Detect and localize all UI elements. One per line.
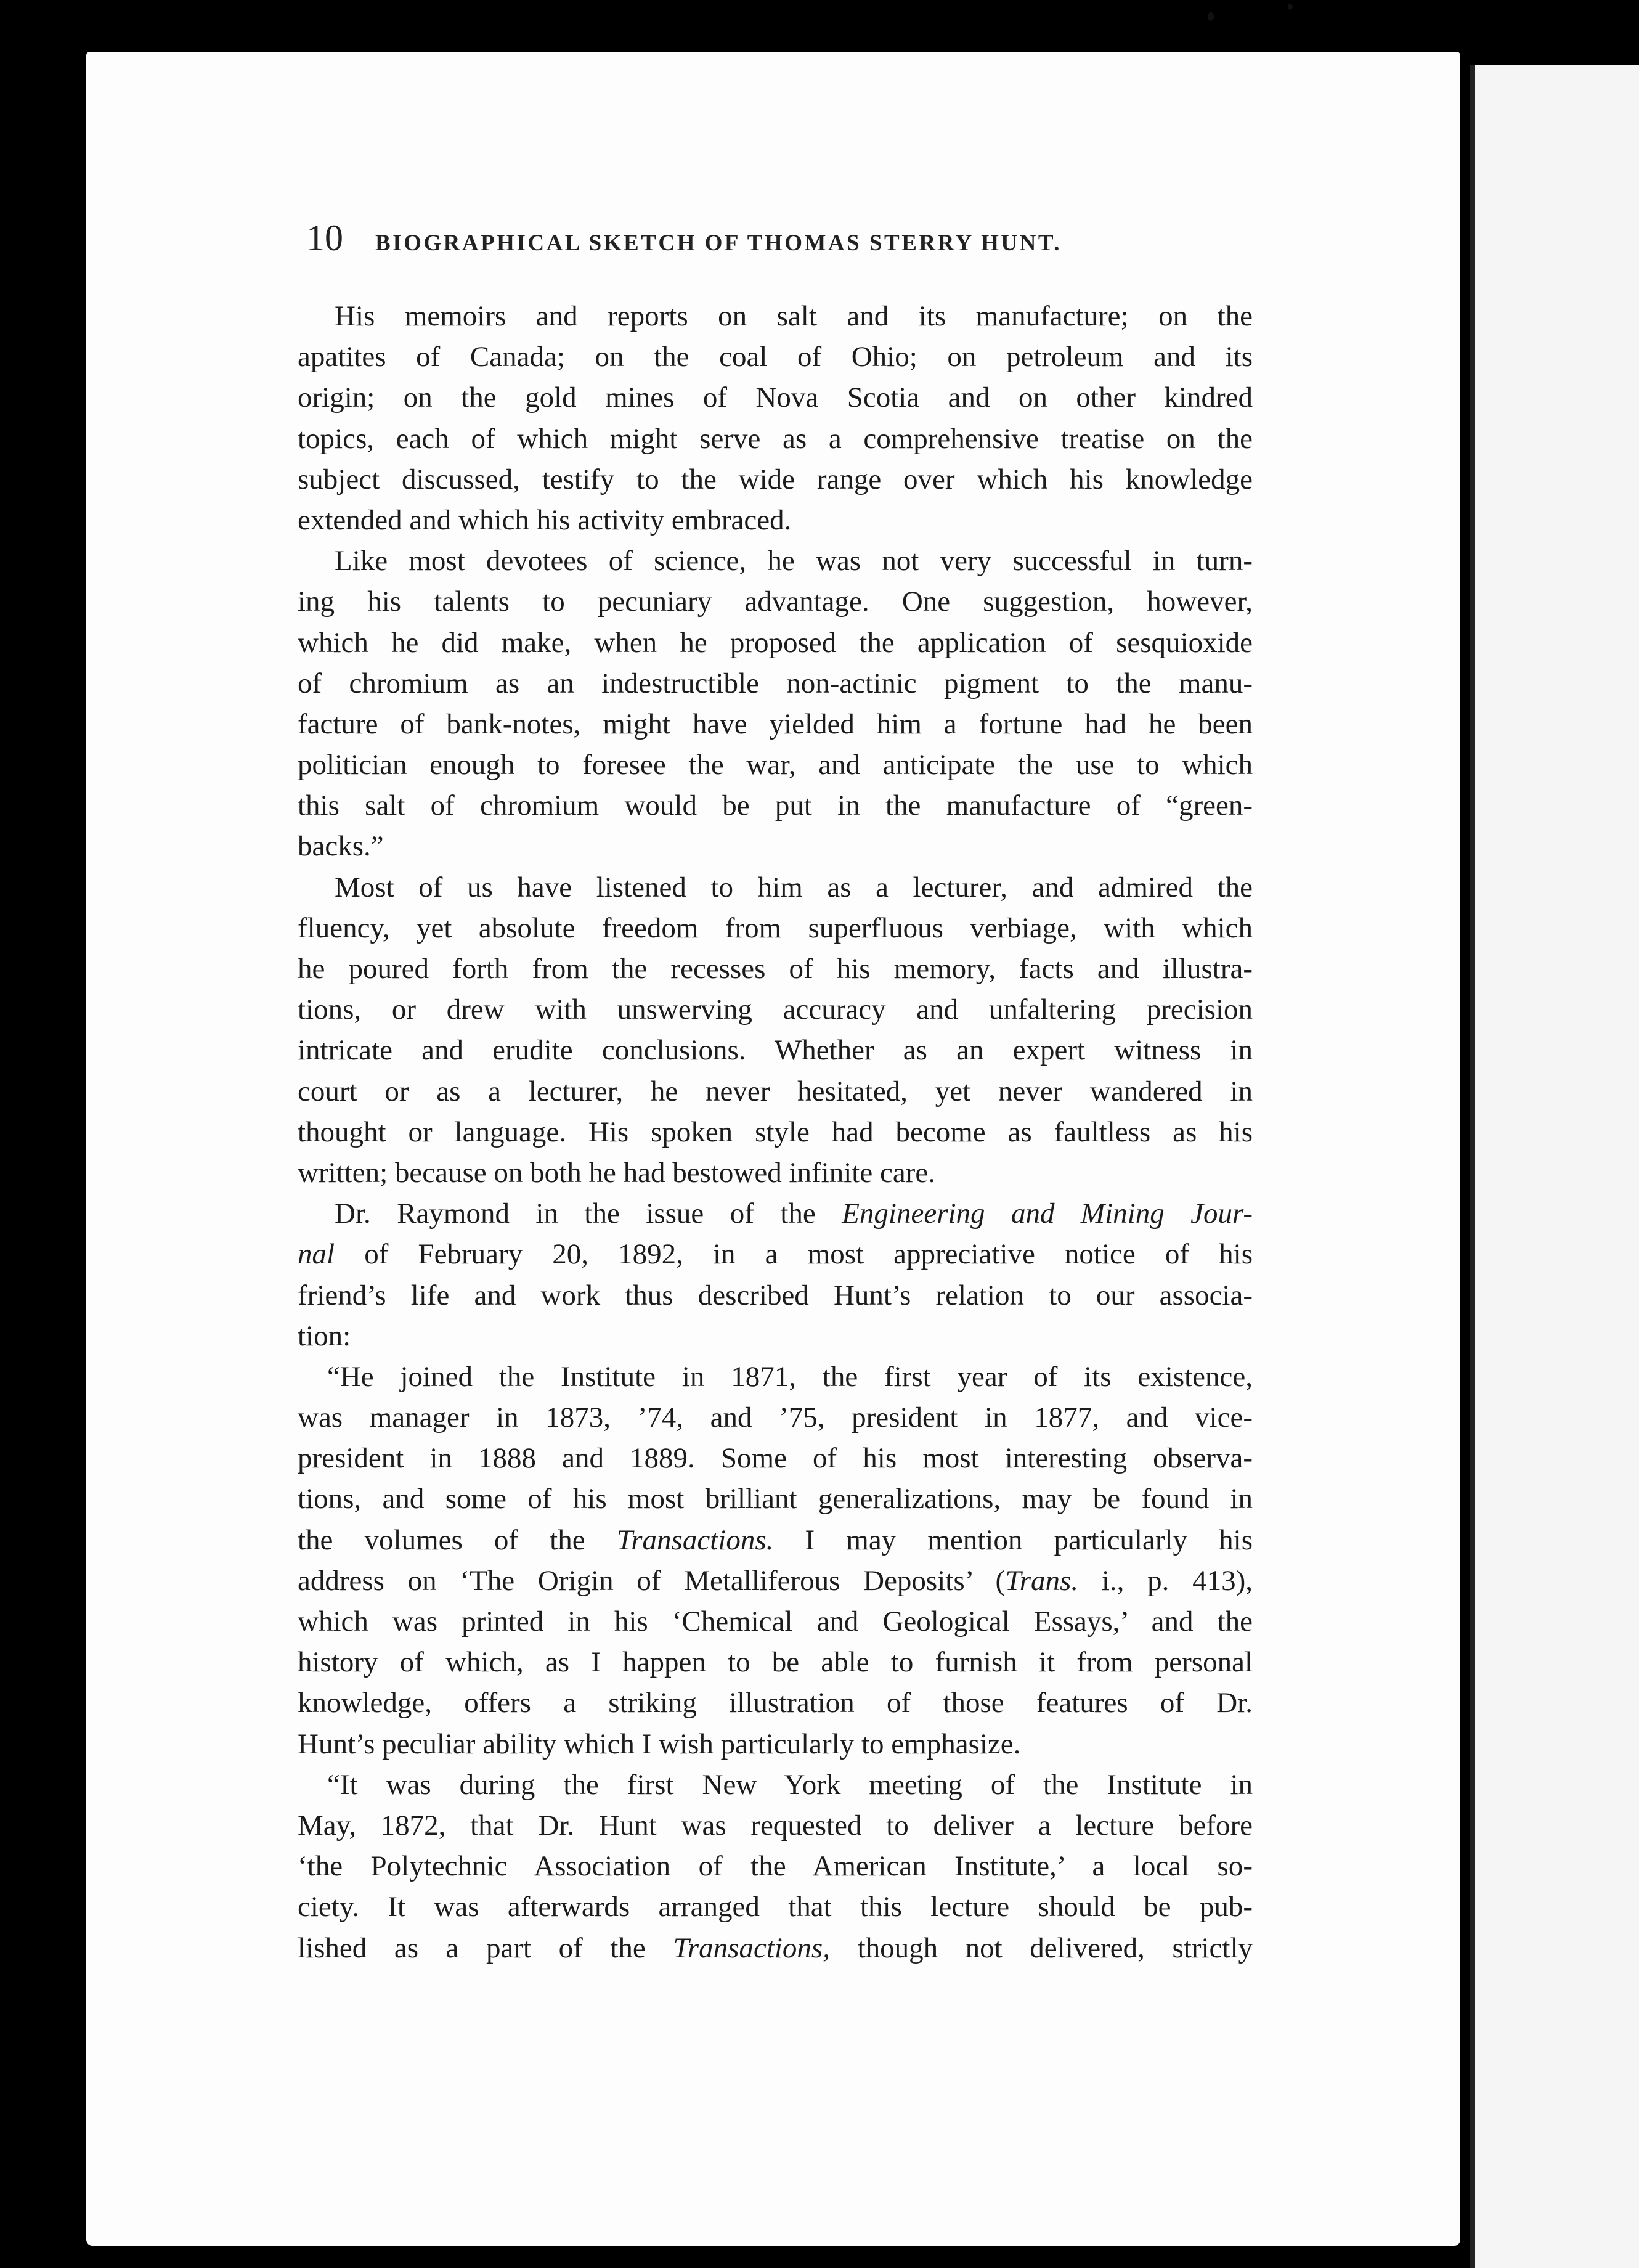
text-line: Like most devotees of science, he was not very successful in turn- (335, 545, 1253, 577)
transactions-title: Transactions, (673, 1931, 830, 1964)
journal-title: Engineering and Mining Jour- (842, 1197, 1253, 1230)
scan-speck (1288, 4, 1293, 10)
text-line: knowledge, offers a striking illustration of those features of Dr. (298, 1687, 1253, 1719)
paragraph (298, 296, 1253, 540)
text-line: president in 1888 and 1889. Some of his most interesting observa- (298, 1442, 1253, 1475)
text-line: facture of bank-notes, might have yielded him a fortune had he been (298, 708, 1253, 740)
text-line: tion: (298, 1320, 351, 1352)
text-line: Hunt’s peculiar ability which I wish particularly to emphasize. (298, 1728, 1021, 1760)
paragraph (298, 867, 1253, 1194)
text-line: politician enough to foresee the war, and anticipate the use to which (298, 749, 1253, 781)
text-line: was manager in 1873, ’74, and ’75, president in 1877, and vice- (298, 1401, 1253, 1434)
text-line: this salt of chromium would be put in the manufacture of “green- (298, 789, 1253, 822)
text-line (298, 1560, 1253, 1601)
text-run: I may mention particularly his (805, 1524, 1253, 1556)
text-line: history of which, as I happen to be able to furnish it from personal (298, 1646, 1253, 1679)
text-line: apatites of Canada; on the coal of Ohio; on petroleum and its (298, 341, 1253, 373)
text-line: fluency, yet absolute freedom from superfluous verbiage, with which (298, 912, 1253, 944)
quotation-paragraph (298, 1764, 1253, 1968)
scan-speck (1208, 12, 1214, 21)
quotation-paragraph (298, 1356, 1253, 1764)
text-run: the volumes of the (298, 1524, 585, 1556)
text-line: friend’s life and work thus described Hunt’s relation to our associa- (298, 1279, 1253, 1311)
text-line: ing his talents to pecuniary advantage. One suggestion, however, (298, 585, 1253, 618)
text-line: tions, and some of his most brilliant generalizations, may be found in (298, 1483, 1253, 1515)
journal-title: nal (298, 1238, 335, 1271)
text-line: ‘the Polytechnic Association of the American Institute,’ a local so- (298, 1850, 1253, 1883)
text-line: “It was during the first New York meeting of the Institute in (327, 1768, 1253, 1801)
text-line: backs.” (298, 830, 384, 863)
text-line: “He joined the Institute in 1871, the first year of its existence, (327, 1360, 1253, 1393)
text-line: written; because on both he had bestowed infinite care. (298, 1156, 935, 1189)
text-line: which was printed in his ‘Chemical and Geological Essays,’ and the (298, 1605, 1253, 1638)
text-line: extended and which his activity embraced. (298, 504, 792, 536)
text-line (298, 1928, 1253, 1968)
text-line: subject discussed, testify to the wide range over which his knowledge (298, 463, 1253, 496)
transactions-title: Transactions. (616, 1524, 774, 1556)
text-line: he poured forth from the recesses of his memory, facts and illustra- (298, 953, 1253, 985)
text-line: ciety. It was afterwards arranged that this lecture should be pub- (298, 1891, 1253, 1923)
text-line: which he did make, when he proposed the application of sesquioxide (298, 626, 1253, 659)
text-line (298, 1234, 1253, 1275)
text-line: tions, or drew with unswerving accuracy and unfaltering precision (298, 993, 1253, 1026)
text-run: of February 20, 1892, in a most appreciative notice of his (364, 1238, 1253, 1271)
text-line: May, 1872, that Dr. Hunt was requested to deliver a lecture before (298, 1809, 1253, 1842)
text-line: Most of us have listened to him as a lecturer, and admired the (335, 871, 1253, 904)
text-line: intricate and erudite conclusions. Whether as an expert witness in (298, 1034, 1253, 1067)
facing-page-edge (1470, 65, 1639, 2268)
text-line: court or as a lecturer, he never hesitated, yet never wandered in (298, 1075, 1253, 1107)
text-line (298, 1520, 1253, 1560)
page-number: 10 (306, 218, 343, 258)
paragraph (298, 1193, 1253, 1356)
text-run: Dr. Raymond in the issue of the (335, 1197, 816, 1230)
text-line: His memoirs and reports on salt and its manufacture; on the (335, 300, 1253, 332)
page-header (306, 217, 1166, 260)
running-head: BIOGRAPHICAL SKETCH OF THOMAS STERRY HUNT. (375, 230, 1062, 256)
text-line: topics, each of which might serve as a comprehensive treatise on the (298, 422, 1253, 455)
text-line: origin; on the gold mines of Nova Scotia and on other kindred (298, 381, 1253, 414)
text-run: address on ‘The Origin of Metalliferous Deposits’ ( (298, 1564, 1006, 1597)
text-line (298, 1193, 1253, 1234)
trans-abbrev: Trans. (1005, 1564, 1079, 1597)
text-run: i., p. 413), (1101, 1564, 1253, 1597)
text-run: lished as a part of the (298, 1931, 646, 1964)
body-text (298, 296, 1253, 1968)
text-run: though not delivered, strictly (857, 1931, 1253, 1964)
text-line: thought or language. His spoken style had become as faultless as his (298, 1116, 1253, 1148)
text-line: of chromium as an indestructible non-actinic pigment to the manu- (298, 667, 1253, 700)
paragraph (298, 540, 1253, 867)
